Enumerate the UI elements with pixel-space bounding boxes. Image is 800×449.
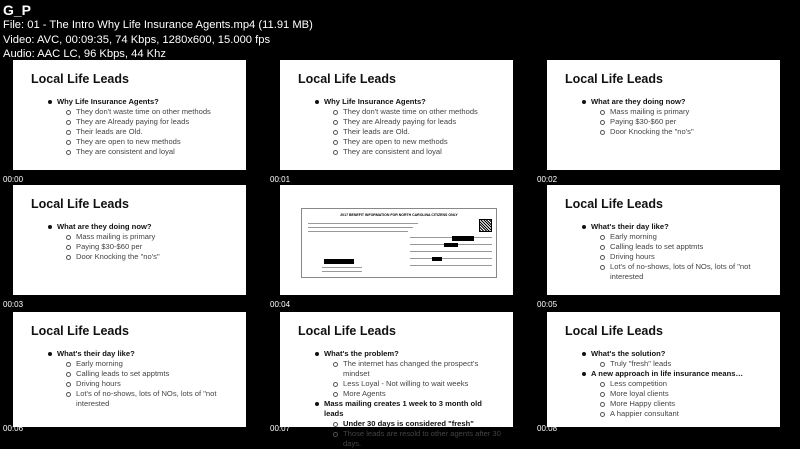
slide-list: [31, 107, 236, 157]
timestamp: 00:07: [270, 424, 291, 433]
list-item: Less competition: [600, 379, 770, 389]
thumbnail-4: [13, 185, 246, 295]
form-line: [410, 258, 492, 259]
list-item: Lot's of no-shows, lots of NOs, lots of "not interested: [66, 389, 236, 409]
file-info-header: [3, 2, 313, 62]
slide-title: Local Life Leads: [31, 197, 129, 211]
header-title: G_P: [3, 2, 32, 18]
list-item: Under 30 days is considered "fresh": [333, 419, 503, 429]
slide-title: Local Life Leads: [565, 197, 663, 211]
form-line: [410, 265, 492, 266]
slide-list: [298, 107, 503, 157]
list-item: They don't waste time on other methods: [333, 107, 503, 117]
form-line: [308, 223, 418, 224]
slide-title: Local Life Leads: [565, 324, 663, 338]
slide-heading: What's the solution?: [582, 349, 770, 359]
video-line: Video: AVC, 00:09:35, 74 Kbps, 1280x600, 15.000 fps: [3, 33, 271, 46]
list-item: They are consistent and loyal: [66, 147, 236, 157]
list-item: Those leads are resold to other agents after 30 days.: [333, 429, 503, 449]
slide-heading: What are they doing now?: [582, 97, 770, 107]
slide-list: [565, 359, 770, 369]
slide-title: Local Life Leads: [298, 72, 396, 86]
redaction-bar: [324, 259, 354, 264]
timestamp: 00:04: [270, 300, 291, 309]
timestamp: 00:00: [3, 175, 24, 184]
list-item: More Agents: [333, 389, 503, 399]
slide-list: [31, 232, 236, 262]
list-item: A happier consultant: [600, 409, 770, 419]
redaction-bar: [444, 243, 458, 247]
form-title: 2017 BENEFIT INFORMATION FOR NORTH CAROLINA CITIZENS ONLY: [340, 213, 458, 217]
slide-heading-2: A new approach in life insurance means…: [582, 369, 770, 379]
slide-list: [565, 107, 770, 137]
list-item: Calling leads to set apptmts: [600, 242, 770, 252]
timestamp: 00:05: [537, 300, 558, 309]
list-item: Paying $30-$60 per: [66, 242, 236, 252]
timestamp: 00:02: [537, 175, 558, 184]
form-line: [308, 231, 408, 232]
qr-code-icon: [479, 219, 492, 232]
thumbnail-3: [547, 60, 780, 170]
thumbnail-5: [280, 185, 513, 295]
slide-list-2: [298, 419, 503, 449]
list-item: Lot's of no-shows, lots of NOs, lots of "not interested: [600, 262, 770, 282]
list-item: They are open to new methods: [333, 137, 503, 147]
list-item: Less Loyal - Not willing to wait weeks: [333, 379, 503, 389]
thumbnail-2: [280, 60, 513, 170]
slide-title: Local Life Leads: [31, 324, 129, 338]
slide-heading: Why Life Insurance Agents?: [315, 97, 503, 107]
list-item: Door Knocking the "no's": [66, 252, 236, 262]
benefit-form-image: [301, 208, 497, 278]
list-item: Truly "fresh" leads: [600, 359, 770, 369]
thumbnail-7: [13, 312, 246, 427]
slide-list: [565, 232, 770, 282]
thumbnail-6: [547, 185, 780, 295]
form-line: [410, 251, 492, 252]
timestamp: 00:06: [3, 424, 24, 433]
list-item: They are consistent and loyal: [333, 147, 503, 157]
slide-title: Local Life Leads: [31, 72, 129, 86]
list-item: Paying $30-$60 per: [600, 117, 770, 127]
slide-heading: What's their day like?: [48, 349, 236, 359]
list-item: They are open to new methods: [66, 137, 236, 147]
slide-heading: Why Life Insurance Agents?: [48, 97, 236, 107]
slide-heading: What's their day like?: [582, 222, 770, 232]
list-item: They are Already paying for leads: [66, 117, 236, 127]
list-item: They are Already paying for leads: [333, 117, 503, 127]
form-line: [322, 271, 362, 272]
redaction-bar: [452, 236, 474, 241]
list-item: They don't waste time on other methods: [66, 107, 236, 117]
list-item: Early morning: [66, 359, 236, 369]
slide-title: Local Life Leads: [565, 72, 663, 86]
timestamp: 00:01: [270, 175, 291, 184]
redaction-bar: [432, 257, 442, 261]
list-item: Calling leads to set apptmts: [66, 369, 236, 379]
file-line: File: 01 - The Intro Why Life Insurance Agents.mp4 (11.91 MB): [3, 19, 313, 31]
list-item: More loyal clients: [600, 389, 770, 399]
list-item: The internet has changed the prospect's mindset: [333, 359, 503, 379]
list-item: Door Knocking the "no's": [600, 127, 770, 137]
slide-list-2: [565, 379, 770, 419]
list-item: Mass mailing is primary: [600, 107, 770, 117]
list-item: Their leads are Old.: [66, 127, 236, 137]
list-item: Mass mailing is primary: [66, 232, 236, 242]
timestamp: 00:08: [537, 424, 558, 433]
list-item: Early morning: [600, 232, 770, 242]
list-item: Their leads are Old.: [333, 127, 503, 137]
slide-list: [298, 359, 503, 399]
form-line: [410, 237, 492, 238]
thumbnail-1: [13, 60, 246, 170]
slide-heading: What are they doing now?: [48, 222, 236, 232]
list-item: Driving hours: [66, 379, 236, 389]
slide-title: Local Life Leads: [298, 324, 396, 338]
timestamp: 00:03: [3, 300, 24, 309]
slide-heading: What's the problem?: [315, 349, 503, 359]
form-line: [322, 267, 362, 268]
form-line: [308, 227, 413, 228]
slide-heading-2: Mass mailing creates 1 week to 3 month old leads: [315, 399, 503, 419]
list-item: Driving hours: [600, 252, 770, 262]
list-item: More Happy clients: [600, 399, 770, 409]
audio-line: Audio: AAC LC, 96 Kbps, 44 Khz: [3, 48, 166, 61]
thumbnail-9: [547, 312, 780, 427]
slide-list: [31, 359, 236, 409]
